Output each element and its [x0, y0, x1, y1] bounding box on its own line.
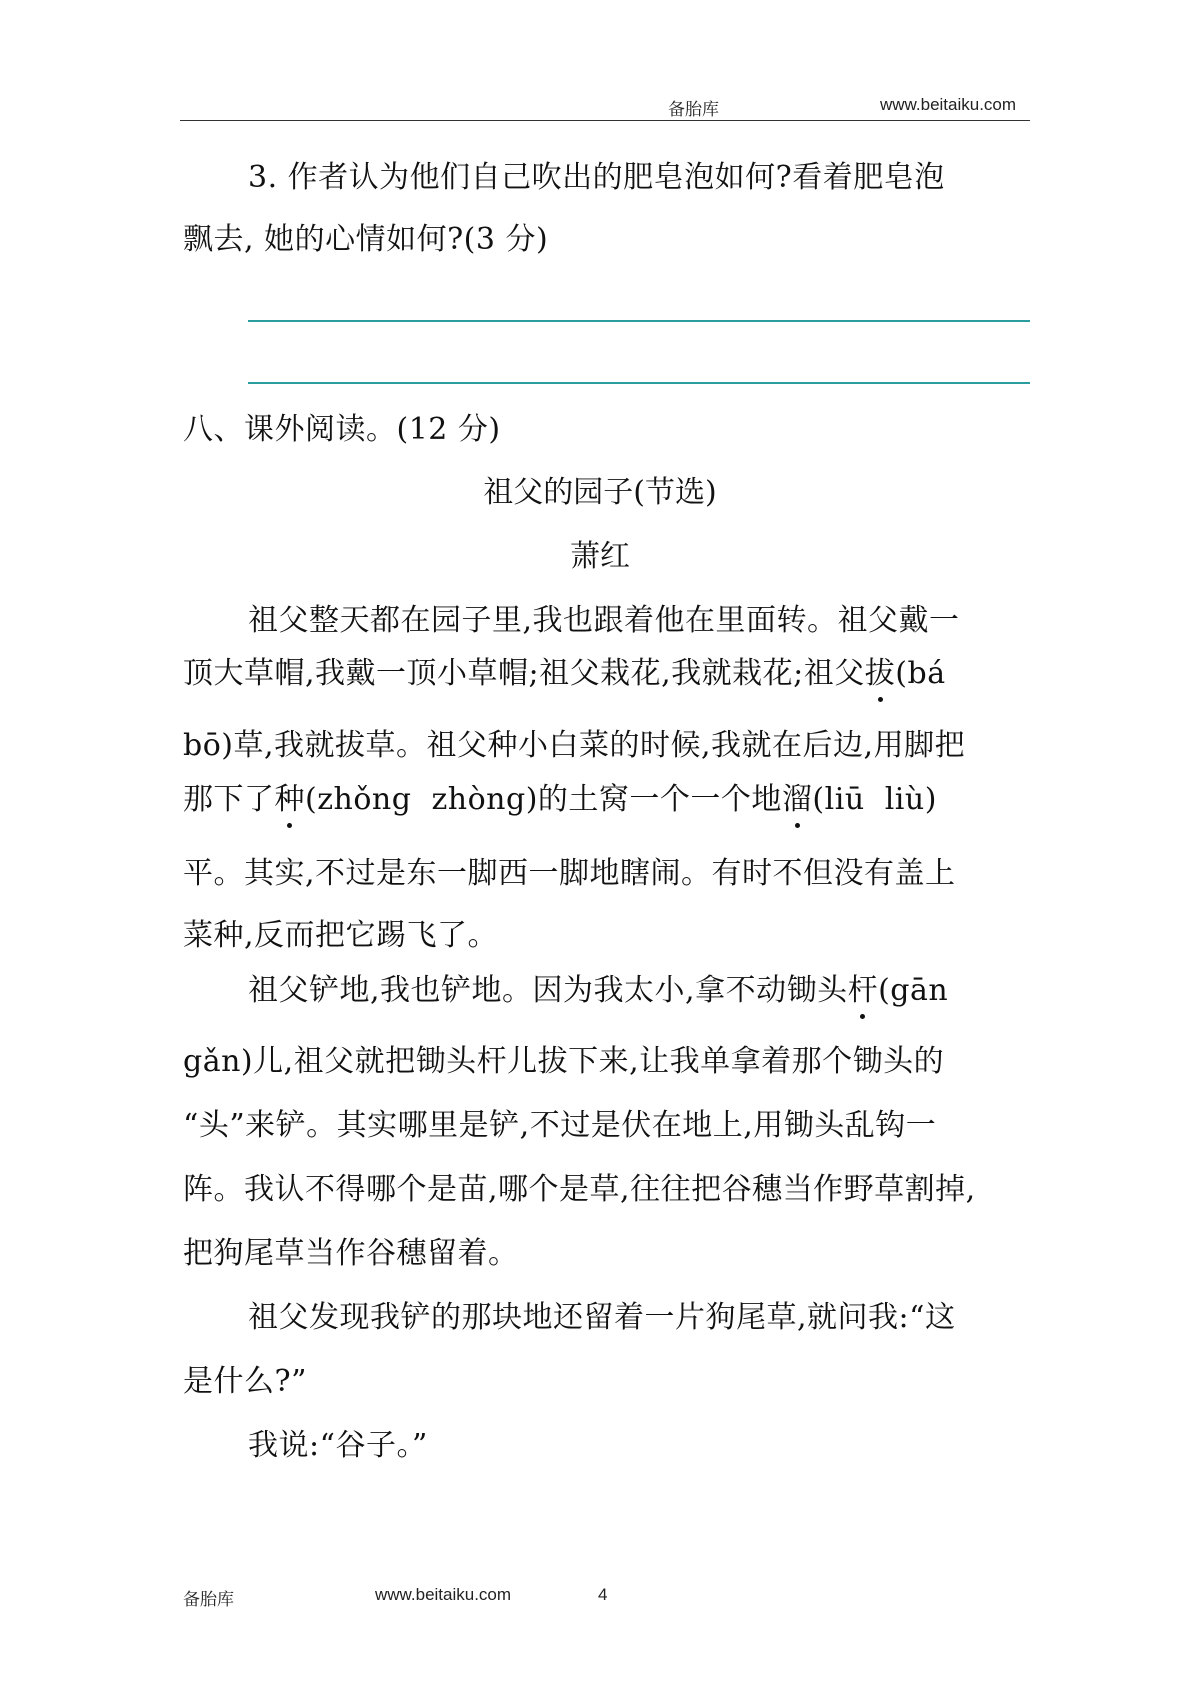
footer-url[interactable]: www.beitaiku.com [375, 1585, 512, 1604]
section-heading: 八、课外阅读。(12 分) [183, 412, 501, 447]
passage-line [248, 973, 948, 1009]
passage-line: 把狗尾草当作谷穗留着。 [183, 1236, 519, 1271]
dotted-character: 杆 [847, 973, 879, 1008]
dotted-character: 拔 [864, 656, 896, 691]
passage-line: 祖父整天都在园子里,我也跟着他在里面转。祖父戴一 [248, 603, 960, 638]
passage-line [183, 782, 937, 818]
passage-line: 菜种,反而把它踢飞了。 [183, 918, 499, 953]
passage-line: 祖父发现我铲的那块地还留着一片狗尾草,就问我:“这 [248, 1300, 956, 1335]
passage-line: 我说:“谷子。” [248, 1428, 428, 1463]
passage-line: bō)草,我就拔草。祖父种小白菜的时候,我就在后边,用脚把 [183, 728, 966, 763]
dotted-character: 溜 [781, 782, 813, 817]
footer-site-name: 备胎库 [183, 1590, 234, 1609]
question-3-line-2: 飘去, 她的心情如何?(3 分) [183, 222, 549, 257]
passage-line: 阵。我认不得哪个是苗,哪个是草,往往把谷穗当作野草割掉, [183, 1172, 976, 1207]
pinyin-option: (zhǒng zhòng)的土窝一个一个地 [305, 782, 782, 817]
question-3-line-1: 3. 作者认为他们自己吹出的肥皂泡如何?看着肥皂泡 [248, 160, 945, 195]
passage-text: 祖父铲地,我也铲地。因为我太小,拿不动锄头 [248, 973, 848, 1008]
pinyin-option: (gān [878, 973, 949, 1008]
header-url[interactable]: www.beitaiku.com [880, 95, 1017, 114]
passage-line [183, 656, 946, 692]
page-number: 4 [598, 1585, 608, 1604]
pinyin-option: (liū liù) [812, 782, 937, 817]
answer-line-1[interactable] [248, 320, 1030, 322]
passage-author: 萧红 [570, 539, 630, 574]
passage-text: 那下了 [183, 782, 275, 817]
passage-line: 平。其实,不过是东一脚西一脚地瞎闹。有时不但没有盖上 [183, 856, 956, 891]
dotted-character: 种 [274, 782, 305, 817]
passage-title: 祖父的园子(节选) [483, 475, 717, 510]
passage-text: 顶大草帽,我戴一顶小草帽;祖父栽花,我就栽花;祖父 [183, 656, 865, 691]
answer-line-2[interactable] [248, 382, 1030, 384]
passage-line: 是什么?” [183, 1364, 307, 1399]
header-site-name: 备胎库 [668, 100, 719, 119]
pinyin-option: (bá [895, 656, 946, 691]
header-rule [180, 120, 1030, 121]
passage-line: “头”来铲。其实哪里是铲,不过是伏在地上,用锄头乱钩一 [183, 1108, 937, 1143]
passage-line: gǎn)儿,祖父就把锄头杆儿拔下来,让我单拿着那个锄头的 [183, 1044, 945, 1079]
